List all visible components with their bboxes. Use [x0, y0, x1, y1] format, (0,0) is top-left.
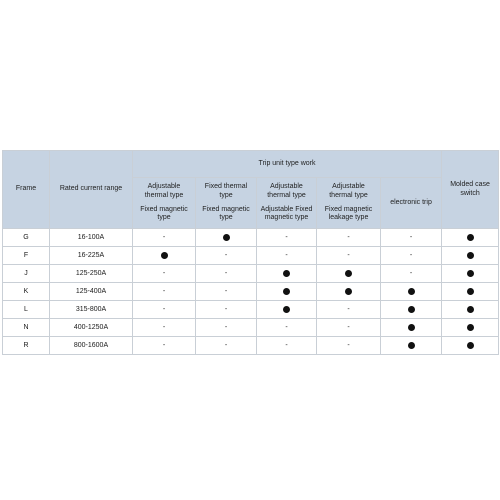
not-available-dash: - [285, 234, 288, 241]
sub-header-line1: Adjustable thermal type [267, 183, 306, 199]
available-dot-icon [408, 324, 415, 331]
availability-cell [257, 301, 317, 319]
not-available-dash: - [224, 288, 228, 295]
availability-cell [133, 301, 196, 319]
available-dot-icon [467, 288, 474, 295]
available-dot-icon [408, 306, 415, 313]
header-sub-adjustable-thermal-fixed-magnetic [133, 178, 196, 229]
sub-header-line2: Adjustable Fixed magnetic type [260, 205, 313, 222]
availability-cell [317, 283, 381, 301]
availability-cell [133, 265, 196, 283]
availability-cell [257, 337, 317, 355]
availability-cell [257, 247, 317, 265]
sub-header-line1: Fixed thermal type [204, 183, 248, 199]
frame-cell: J [3, 265, 50, 283]
rated-current-cell: 16-225A [50, 247, 133, 265]
sub-header-line2: Fixed magnetic leakage type [324, 205, 373, 222]
availability-cell [133, 319, 196, 337]
availability-cell [257, 283, 317, 301]
availability-cell [442, 319, 499, 337]
sub-header-line1: electronic trip [390, 198, 432, 206]
availability-cell [196, 229, 257, 247]
table-row [3, 319, 499, 337]
available-dot-icon [345, 288, 352, 295]
availability-cell [257, 229, 317, 247]
header-frame: Frame [3, 151, 50, 229]
availability-cell [133, 247, 196, 265]
table-row [3, 337, 499, 355]
availability-cell [196, 247, 257, 265]
rated-current-cell: 400-1250A [50, 319, 133, 337]
sub-header-line1: Adjustable thermal type [329, 183, 368, 199]
rated-current-cell: 16-100A [50, 229, 133, 247]
availability-cell [317, 319, 381, 337]
table-body [3, 229, 499, 355]
header-molded-case-switch-label: Molded case switch [450, 180, 490, 197]
rated-current-cell: 125-250A [50, 265, 133, 283]
not-available-dash: - [162, 324, 166, 331]
availability-cell [381, 301, 442, 319]
not-available-dash: - [224, 270, 228, 277]
frame-cell: K [3, 283, 50, 301]
availability-cell [381, 229, 442, 247]
availability-cell [442, 229, 499, 247]
not-available-dash: - [285, 252, 288, 259]
not-available-dash: - [409, 270, 413, 277]
availability-cell [257, 319, 317, 337]
spec-table-container [2, 150, 498, 355]
availability-cell [381, 265, 442, 283]
not-available-dash: - [224, 252, 228, 259]
available-dot-icon [408, 342, 415, 349]
not-available-dash: - [162, 270, 166, 277]
not-available-dash: - [347, 252, 350, 259]
available-dot-icon [283, 306, 290, 313]
availability-cell [442, 301, 499, 319]
rated-current-cell: 125-400A [50, 283, 133, 301]
availability-cell [196, 283, 257, 301]
table-row [3, 247, 499, 265]
frame-cell: N [3, 319, 50, 337]
trip-unit-spec-table [2, 150, 499, 355]
availability-cell [381, 283, 442, 301]
frame-cell: R [3, 337, 50, 355]
available-dot-icon [345, 270, 352, 277]
header-sub-fixed-thermal-fixed-magnetic [196, 178, 257, 229]
availability-cell [381, 247, 442, 265]
rated-current-cell: 800-1600A [50, 337, 133, 355]
availability-cell [196, 319, 257, 337]
availability-cell [442, 337, 499, 355]
availability-cell [317, 229, 381, 247]
availability-cell [133, 283, 196, 301]
not-available-dash: - [224, 324, 228, 331]
not-available-dash: - [347, 342, 350, 349]
not-available-dash: - [285, 324, 288, 331]
not-available-dash: - [347, 324, 350, 331]
header-sub-adjustable-thermal-adjustable-magnetic [257, 178, 317, 229]
sub-header-line2: Fixed magnetic type [202, 205, 250, 222]
availability-cell [317, 247, 381, 265]
available-dot-icon [467, 234, 474, 241]
availability-cell [196, 265, 257, 283]
availability-cell [381, 337, 442, 355]
header-sub-electronic-trip [381, 178, 442, 229]
not-available-dash: - [162, 342, 166, 349]
availability-cell [133, 337, 196, 355]
frame-cell: F [3, 247, 50, 265]
header-rated-current-range: Rated current range [50, 151, 133, 229]
availability-cell [317, 337, 381, 355]
available-dot-icon [467, 252, 474, 259]
not-available-dash: - [224, 342, 228, 349]
frame-cell: G [3, 229, 50, 247]
availability-cell [196, 337, 257, 355]
header-trip-unit-group: Trip unit type work [133, 151, 442, 178]
table-row [3, 301, 499, 319]
table-row [3, 265, 499, 283]
availability-cell [442, 283, 499, 301]
not-available-dash: - [162, 234, 166, 241]
available-dot-icon [467, 342, 474, 349]
availability-cell [317, 301, 381, 319]
availability-cell [257, 265, 317, 283]
header-sub-adjustable-thermal-magnetic-leakage [317, 178, 381, 229]
not-available-dash: - [162, 288, 166, 295]
availability-cell [133, 229, 196, 247]
availability-cell [442, 265, 499, 283]
header-molded-case-switch [442, 151, 499, 229]
available-dot-icon [283, 288, 290, 295]
available-dot-icon [467, 270, 474, 277]
available-dot-icon [283, 270, 290, 277]
available-dot-icon [161, 252, 168, 259]
available-dot-icon [223, 234, 230, 241]
available-dot-icon [408, 288, 415, 295]
available-dot-icon [467, 306, 474, 313]
not-available-dash: - [224, 306, 228, 313]
not-available-dash: - [347, 306, 350, 313]
available-dot-icon [467, 324, 474, 331]
table-header [3, 151, 499, 229]
table-row [3, 229, 499, 247]
availability-cell [381, 319, 442, 337]
table-row [3, 283, 499, 301]
rated-current-cell: 315-800A [50, 301, 133, 319]
not-available-dash: - [347, 234, 350, 241]
sub-header-line1: Adjustable thermal type [144, 183, 184, 199]
not-available-dash: - [285, 342, 288, 349]
not-available-dash: - [409, 234, 413, 241]
frame-cell: L [3, 301, 50, 319]
availability-cell [317, 265, 381, 283]
availability-cell [196, 301, 257, 319]
sub-header-line2: Fixed magnetic type [140, 205, 188, 222]
availability-cell [442, 247, 499, 265]
not-available-dash: - [162, 306, 166, 313]
not-available-dash: - [409, 252, 413, 259]
